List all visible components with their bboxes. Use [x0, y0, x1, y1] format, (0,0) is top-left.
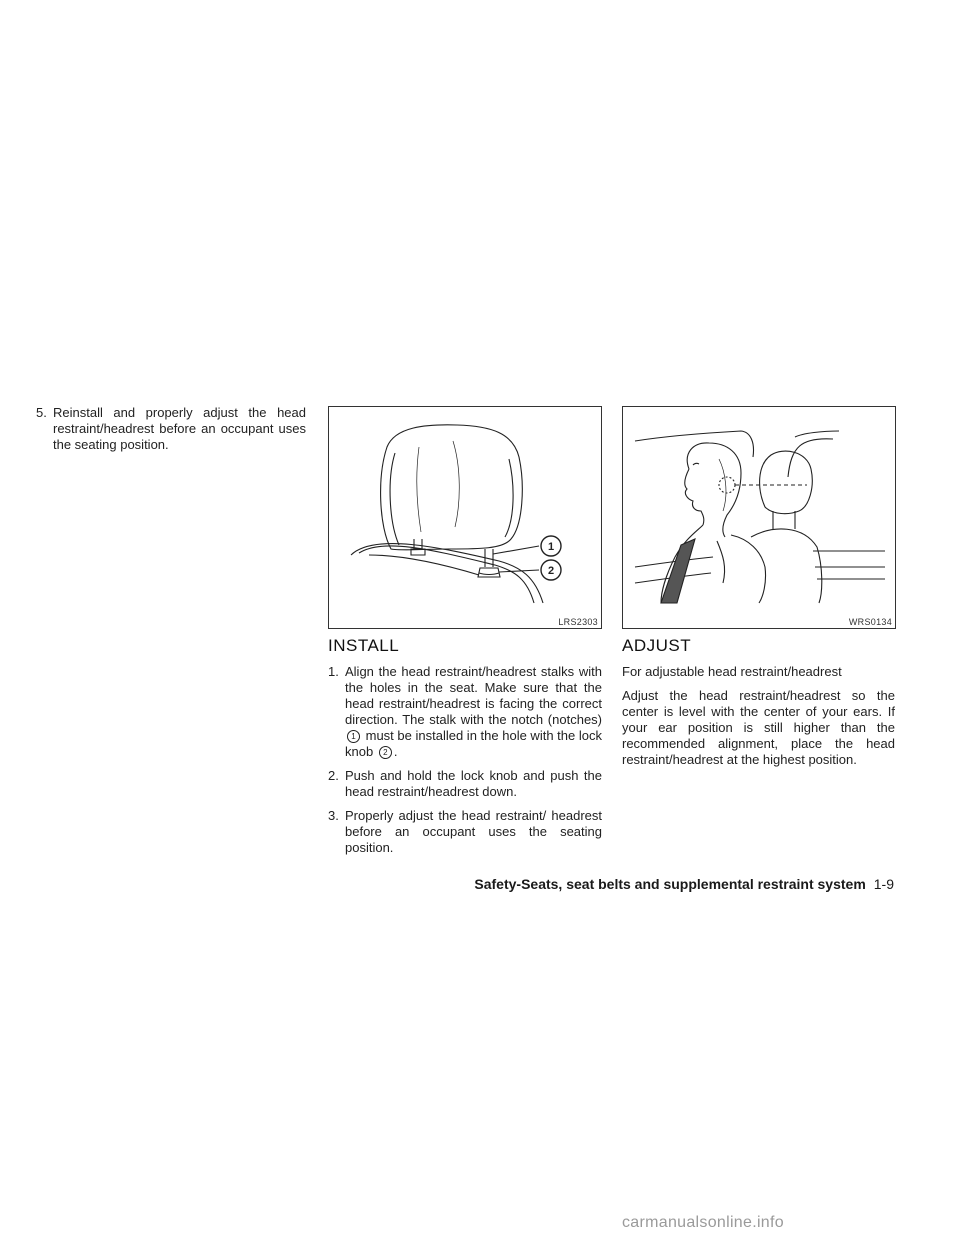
leader-line-2 — [499, 570, 539, 572]
intro-column — [36, 405, 306, 461]
adjust-section — [622, 636, 895, 776]
occupant-face — [685, 469, 704, 525]
adjust-heading: ADJUST — [622, 636, 692, 655]
seat-side-lines — [813, 551, 885, 579]
step-text: Reinstall and properly adjust the head restraint/headrest before an occupant uses the seating position. — [53, 405, 306, 452]
step-text: . — [393, 744, 398, 759]
step-text: Properly adjust the head restraint/ headrest before an occupant uses the seating position. — [345, 808, 602, 855]
figure-code: LRS2303 — [558, 617, 598, 627]
install-step-list — [328, 664, 602, 856]
leader-line-1 — [493, 546, 539, 554]
callout-2: 2 — [547, 565, 555, 577]
section-title: Safety-Seats, seat belts and supplemental restraint system — [474, 876, 866, 892]
step-number: 5. — [36, 405, 47, 420]
step-text: Push and hold the lock knob and push the head restraint/headrest down. — [345, 768, 602, 799]
adjust-subheading: For adjustable head restraint/headrest — [622, 664, 842, 679]
callout-1: 1 — [547, 541, 555, 553]
seat-back — [751, 529, 822, 603]
step-number: 3. — [328, 808, 339, 823]
figure-code: WRS0134 — [848, 617, 892, 627]
step-number: 2. — [328, 768, 339, 783]
install-heading: INSTALL — [328, 636, 400, 655]
intro-step-list — [36, 405, 306, 453]
page-footer — [474, 876, 894, 892]
list-item — [328, 664, 602, 760]
list-item — [328, 808, 602, 856]
page-number: 1-9 — [873, 876, 894, 892]
callout-marker-2: 2 — [379, 746, 392, 759]
headrest-outline — [381, 425, 523, 550]
install-section — [328, 636, 602, 864]
lock-knob — [478, 568, 500, 577]
callout-marker-1: 1 — [347, 730, 360, 743]
seat-belt — [661, 539, 695, 603]
list-item — [36, 405, 306, 453]
headrest-outline — [760, 451, 813, 514]
step-text: Align the head restraint/headrest stalks with the holes in the seat. Make sure that the head restraint/headrest is facing the correct direction. The stalk with the notch (notches) — [345, 664, 602, 727]
watermark: carmanualsonline.info — [622, 1214, 784, 1231]
head-alignment-illustration — [622, 406, 896, 629]
adjust-paragraph: Adjust the head restraint/headrest so the center is level with the center of your ears. If your ear position is still higher than the recommended alignment, place the head restraint/headrest at the highest position. — [622, 688, 895, 767]
ear-center-marker — [719, 477, 735, 493]
step-number: 1. — [328, 664, 339, 679]
headrest-stalk-illustration — [328, 406, 602, 629]
car-roof-line — [635, 431, 754, 457]
list-item — [328, 768, 602, 800]
step-text: must be installed in the hole with the lock knob — [345, 728, 602, 759]
